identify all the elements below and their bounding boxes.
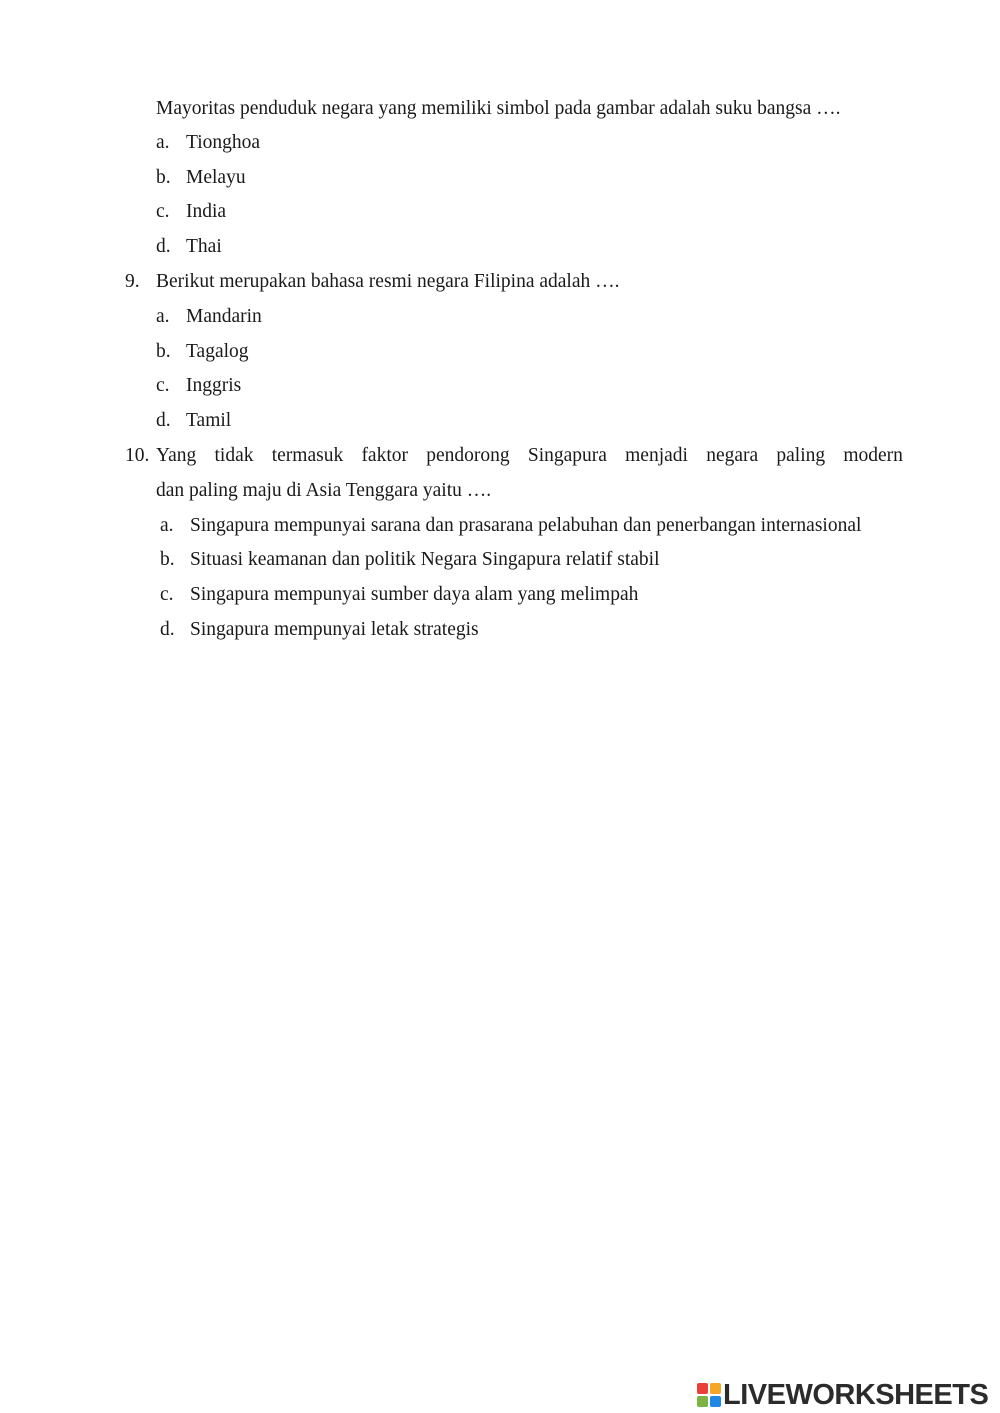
option-letter: d.: [156, 236, 171, 257]
q9-stem: Berikut merupakan bahasa resmi negara Filipina adalah ….: [156, 271, 620, 292]
option-letter: b.: [160, 549, 175, 570]
option-letter: d.: [156, 410, 171, 431]
option-letter: c.: [156, 375, 170, 396]
q10-stem-line2: dan paling maju di Asia Tenggara yaitu ….: [156, 480, 492, 501]
option-letter: a.: [156, 132, 170, 153]
q10-stem-line1: [156, 446, 903, 466]
option-letter: b.: [156, 341, 171, 362]
q8-stem: Mayoritas penduduk negara yang memiliki simbol pada gambar adalah suku bangsa ….: [156, 98, 841, 119]
option-text: Melayu: [186, 167, 246, 188]
stem-word: pendorong: [426, 445, 510, 466]
option-text: Singapura mempunyai letak strategis: [190, 619, 479, 640]
option-text: Singapura mempunyai sumber daya alam yang melimpah: [190, 584, 639, 605]
logo-square-3: [697, 1396, 708, 1407]
stem-word: termasuk: [271, 445, 344, 466]
logo-square-1: [697, 1383, 708, 1394]
stem-word: Singapura: [527, 445, 607, 466]
option-text: Tagalog: [186, 341, 249, 362]
option-letter: a.: [156, 306, 170, 327]
option-text: Inggris: [186, 375, 242, 396]
option-letter: a.: [160, 515, 174, 536]
q10-number: 10.: [125, 445, 150, 466]
option-text: Mandarin: [186, 306, 262, 327]
liveworksheets-logo-icon: [697, 1383, 721, 1407]
stem-word: faktor: [361, 445, 408, 466]
option-text: Situasi keamanan dan politik Negara Singapura relatif stabil: [190, 549, 660, 570]
option-letter: b.: [156, 167, 171, 188]
option-letter: c.: [156, 201, 170, 222]
liveworksheets-logo: [697, 1380, 988, 1410]
option-text: Thai: [186, 236, 222, 257]
liveworksheets-wordmark: LIVEWORKSHEETS: [723, 1378, 989, 1411]
stem-word: paling: [776, 445, 826, 466]
stem-word: negara: [706, 445, 759, 466]
option-text: India: [186, 201, 227, 222]
q9-number: 9.: [125, 271, 140, 292]
option-letter: c.: [160, 584, 174, 605]
option-text: Tionghoa: [186, 132, 261, 153]
logo-square-2: [710, 1383, 721, 1394]
option-text: Singapura mempunyai sarana dan prasarana pelabuhan dan penerbangan internasional: [190, 515, 862, 536]
stem-word: Yang: [156, 445, 197, 466]
logo-square-4: [710, 1396, 721, 1407]
option-letter: d.: [160, 619, 175, 640]
option-text: Tamil: [186, 410, 232, 431]
stem-word: menjadi: [625, 445, 688, 466]
stem-word: tidak: [214, 445, 254, 466]
stem-word: modern: [843, 445, 903, 466]
